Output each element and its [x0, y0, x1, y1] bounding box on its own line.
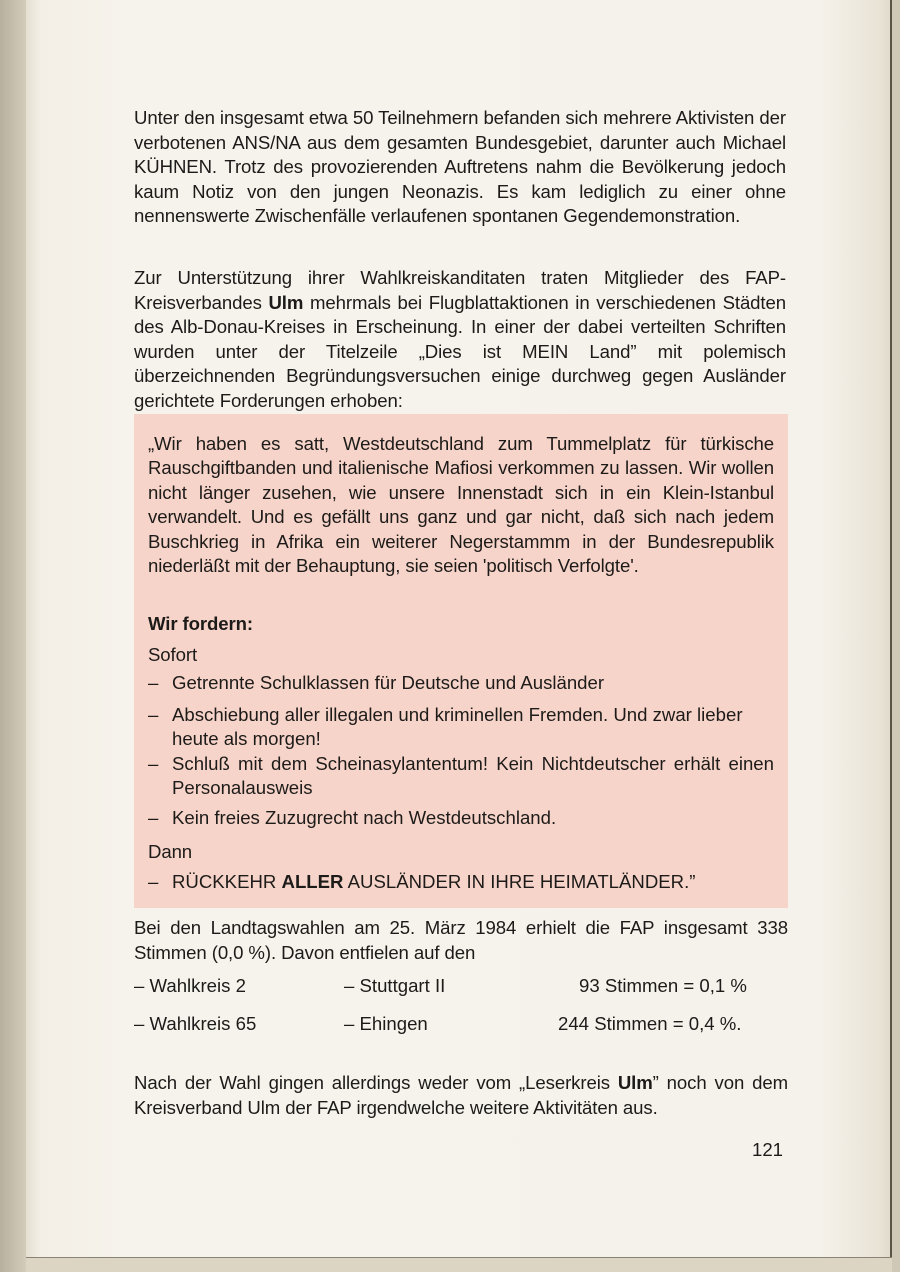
page-edge [890, 0, 900, 1272]
result-district: – Wahlkreis 65 [134, 1013, 257, 1034]
result-place: – Stuttgart II [344, 975, 446, 996]
paragraph-1: Unter den insgesamt etwa 50 Teilnehmern befanden sich mehrere Aktivisten der verbotenen ANS/NA aus dem gesamten Bundesgebiet, darunter auch Michael KÜHNEN. Trotz des provozierenden Auftretens nahm die Bevölkerung jedoch kaum Notiz von den jungen Neonazis. Es kam lediglich zu einer ohne nennenswerte Zwischenfälle verlaufenen spontanen Gegendemonstration. [134, 107, 786, 227]
paragraph-3: Bei den Landtagswahlen am 25. März 1984 erhielt die FAP insgesamt 338 Stimmen (0,0 %). Davon entfielen auf den [134, 917, 788, 963]
paragraph-2-text-end: mehrmals bei Flugblattaktionen in verschiedenen Städten des Alb-Donau-Kreises in Erscheinung. In einer der dabei verteilten Schriften wurden unter der Titelzeile „Dies ist MEIN Land” mit polemisch überzeichnenden Begründungsversuchen einige durchweg gegen Ausländer gerichtete Forderungen erhoben: [134, 291, 786, 411]
list-dash: – [148, 704, 159, 725]
paragraph-2 [134, 266, 786, 414]
book-spine [0, 0, 26, 1272]
paragraph-4-bold: Ulm [617, 1072, 653, 1093]
sofort-label: Sofort [148, 644, 198, 665]
page-number: 121 [752, 1139, 784, 1160]
quote-intro: „Wir haben es satt, Westdeutschland zum Tummelplatz für türkische Rauschgiftbanden und italienische Mafiosi verkommen zu lassen. Wir wollen nicht länger zusehen, wie unsere Innenstadt sich in ein Klein-Istanbul verwandelt. Und es gefällt uns ganz und gar nicht, daß sich nach jedem Buschkrieg in Afrika ein weiterer Negerstammm in der Bundesrepublik niederläßt mit der Behauptung, sie seien 'politisch Verfolgte'. [148, 433, 774, 577]
paragraph-2-text-start: Zur Unterstützung ihrer Wahlkreiskanditaten traten Mitglieder des FAP-Kreisverbandes [134, 267, 786, 313]
result-votes: 244 Stimmen = 0,4 %. [558, 1013, 742, 1034]
paragraph-4 [134, 1071, 788, 1120]
list-dash: – [148, 871, 159, 892]
page-bottom-edge [26, 1257, 892, 1272]
list-item-text: Kein freies Zuzugrecht nach Westdeutschland. [172, 807, 557, 828]
paragraph-2-bold: Ulm [268, 291, 304, 313]
result-votes: 93 Stimmen = 0,1 % [579, 975, 747, 996]
paragraph-4-text-start: Nach der Wahl gingen allerdings weder vom „Leserkreis [134, 1072, 618, 1093]
dann-label: Dann [148, 841, 193, 862]
final-demand-start: RÜCKKEHR [172, 871, 282, 892]
final-demand-end: AUSLÄNDER IN IHRE HEIMATLÄNDER.” [343, 871, 696, 892]
list-item-text: Abschiebung aller illegalen und kriminellen Fremden. Und zwar lieber heute als morgen! [172, 704, 743, 750]
result-place: – Ehingen [344, 1013, 428, 1034]
paragraph-4-text-end: ” noch von dem Kreisverband Ulm der FAP irgendwelche weitere Aktivitäten aus. [134, 1072, 788, 1118]
list-dash: – [148, 672, 159, 693]
list-item-text: Schluß mit dem Scheinasylantentum! Kein Nichtdeutscher erhält einen Personalausweis [172, 753, 774, 799]
list-dash: – [148, 807, 159, 828]
final-demand-text [172, 870, 774, 894]
demand-heading: Wir fordern: [148, 613, 254, 634]
result-district: – Wahlkreis 2 [134, 975, 246, 996]
final-demand-bold: ALLER [281, 871, 344, 892]
list-item-text: Getrennte Schulklassen für Deutsche und Ausländer [172, 672, 605, 693]
list-dash: – [148, 753, 159, 774]
